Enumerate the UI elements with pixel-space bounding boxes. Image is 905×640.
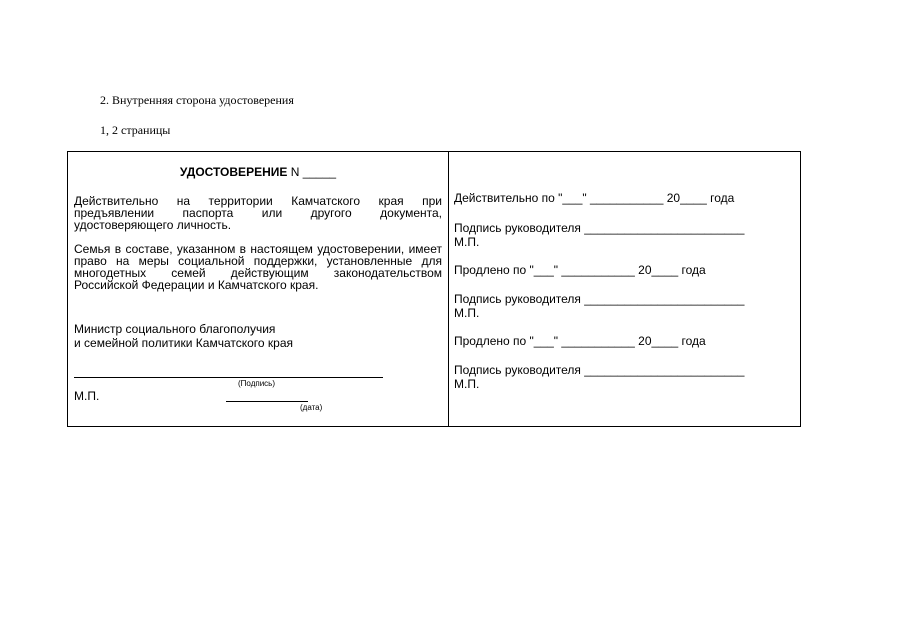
certificate-number: N _____ <box>287 165 337 179</box>
validity-paragraph: Действительно на территории Камчатского края при предъявлении паспорта или другого документа, удостоверяющего личность. <box>74 194 442 232</box>
signature-caption: (Подпись) <box>238 379 275 388</box>
stamp-label: М.П. <box>74 389 100 403</box>
minister-title-line1: Министр социального благополучия <box>74 322 276 336</box>
signature-line-1: Подпись руководителя ________________________ <box>454 221 745 235</box>
minister-title-line2: и семейной политики Камчатского края <box>74 336 293 350</box>
extended-line-2: Продлено по "___" ___________ 20____ года <box>454 334 706 348</box>
section-heading: 2. Внутренняя сторона удостоверения <box>100 93 294 107</box>
card-divider <box>448 152 449 426</box>
certificate-card <box>67 151 801 427</box>
stamp-label-3: М.П. <box>454 377 480 391</box>
pages-heading: 1, 2 страницы <box>100 123 171 137</box>
signature-line <box>74 377 383 378</box>
valid-until-line: Действительно по "___" ___________ 20____ года <box>454 191 735 205</box>
date-line <box>226 401 308 402</box>
signature-line-2: Подпись руководителя ________________________ <box>454 292 745 306</box>
extended-line-1: Продлено по "___" ___________ 20____ года <box>454 263 706 277</box>
date-caption: (дата) <box>300 403 323 412</box>
rights-paragraph: Семья в составе, указанном в настоящем удостоверении, имеет право на меры социальной поддержки, установленные для многодетных семей действующим законодательством Российской Федерации и Камчатского края. <box>74 242 442 292</box>
certificate-title <box>68 165 448 179</box>
stamp-label-1: М.П. <box>454 235 480 249</box>
signature-line-3: Подпись руководителя ________________________ <box>454 363 745 377</box>
stamp-label-2: М.П. <box>454 306 480 320</box>
certificate-title-bold: УДОСТОВЕРЕНИЕ <box>179 165 288 179</box>
